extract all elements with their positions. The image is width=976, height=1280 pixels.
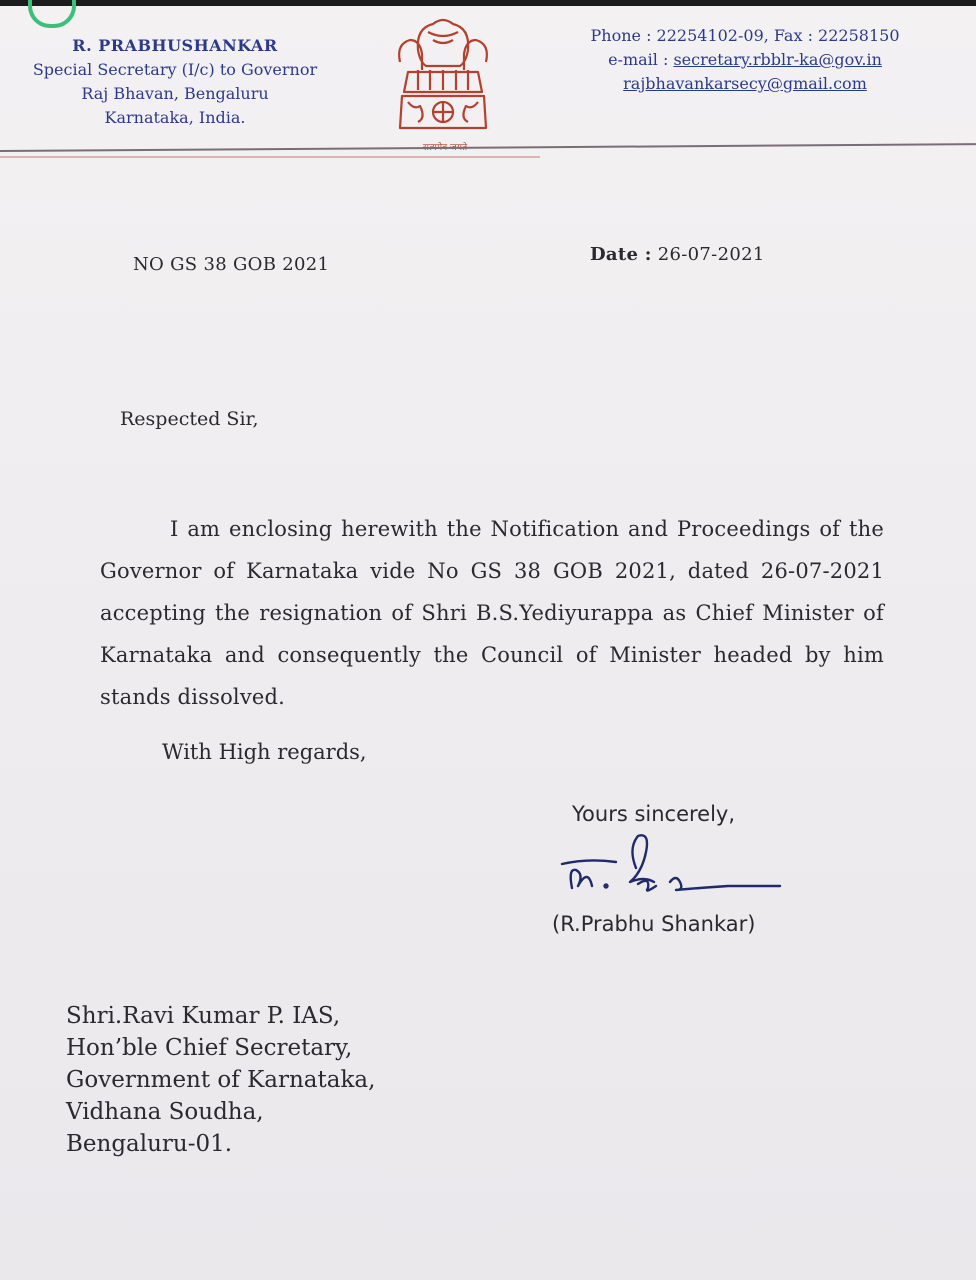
date-value: 26-07-2021 [657,244,765,265]
regards-line: With High regards, [162,740,367,764]
letter-body: I am enclosing herewith the Notification and Proceedings of the Governor of Karnataka vide No GS 38 GOB 2021, dated 26-07-2021 accepting the resignation of Shri B.S.Yediyurappa as Chief Minister of Karnataka and consequently the Council of Minister headed by him stands dissolved. [100,517,884,709]
letterhead-contact-block [540,24,950,96]
sender-name: R. PRABHUSHANKAR [72,36,278,55]
addressee-organisation: Government of Karnataka, [66,1067,376,1093]
sender-office: Raj Bhavan, Bengaluru [81,84,269,103]
addressee-building: Vidhana Soudha, [66,1099,264,1125]
letter-date [590,244,765,265]
email-label: e-mail : [608,50,669,69]
date-label: Date : [590,244,652,265]
closing-line: Yours sincerely, [572,802,736,826]
addressee-name: Shri.Ravi Kumar P. IAS, [66,1003,341,1029]
email-line [540,48,950,72]
phone-fax-line: Phone : 22254102-09, Fax : 22258150 [590,26,900,45]
addressee-block [66,1000,375,1160]
sender-location: Karnataka, India. [104,108,246,127]
addressee-city: Bengaluru-01. [66,1131,233,1157]
letterhead-divider-shadow [0,156,540,158]
letterhead-sender-block [0,34,350,130]
handwritten-signature-icon [558,828,788,908]
addressee-title: Hon’ble Chief Secretary, [66,1035,353,1061]
sender-designation: Special Secretary (I/c) to Governor [32,60,318,79]
email-link-secondary[interactable]: rajbhavankarsecy@gmail.com [623,74,867,93]
paper-clip-icon [28,0,76,28]
reference-number: NO GS 38 GOB 2021 [133,254,330,275]
signer-name: (R.Prabhu Shankar) [552,912,756,936]
national-emblem-icon [388,10,498,160]
top-edge-shadow [0,0,976,6]
email-link-primary[interactable]: secretary.rbblr-ka@gov.in [673,50,882,69]
salutation: Respected Sir, [120,408,259,430]
